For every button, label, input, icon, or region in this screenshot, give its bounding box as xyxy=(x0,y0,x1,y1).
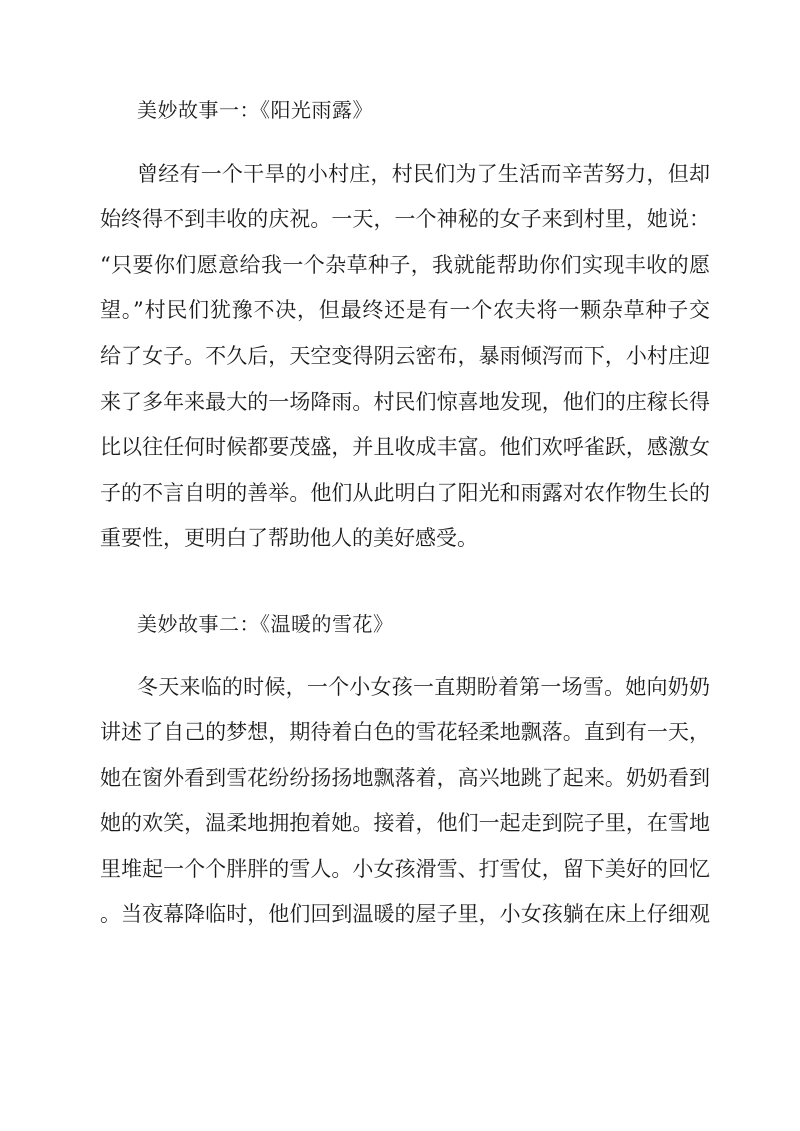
story2-heading: 美妙故事二：《温暖的雪花》 xyxy=(137,612,394,636)
story2-line: 里堆起一个个胖胖的雪人。小女孩滑雪、打雪仗，留下美好的回忆 xyxy=(100,857,710,881)
story1-line: 来了多年来最大的一场降雨。村民们惊喜地发现，他们的庄稼长得 xyxy=(100,390,710,414)
story1-line: 重要性，更明白了帮助他人的美好感受。 xyxy=(100,526,478,550)
story1-heading: 美妙故事一：《阳光雨露》 xyxy=(137,98,373,122)
story2-line: 她在窗外看到雪花纷纷扬扬地飘落着，高兴地跳了起来。奶奶看到 xyxy=(100,766,710,790)
story2-line: 讲述了自己的梦想，期待着白色的雪花轻柔地飘落。直到有一天， xyxy=(100,720,710,744)
story1-line: “只要你们愿意给我一个杂草种子，我就能帮助你们实现丰收的愿 xyxy=(100,253,710,277)
story1-line: 始终得不到丰收的庆祝。一天，一个神秘的女子来到村里，她说： xyxy=(100,207,710,231)
story1-line: 曾经有一个干旱的小村庄，村民们为了生活而辛苦努力，但却 xyxy=(137,162,710,186)
story2-line: 。当夜幕降临时，他们回到温暖的屋子里，小女孩躺在床上仔细观 xyxy=(100,902,710,926)
story1-line: 比以往任何时候都要茂盛，并且收成丰富。他们欢呼雀跃，感激女 xyxy=(100,435,710,459)
story2-line: 冬天来临的时候，一个小女孩一直期盼着第一场雪。她向奶奶 xyxy=(137,675,710,699)
story1-line: 望。”村民们犹豫不决，但最终还是有一个农夫将一颗杂草种子交 xyxy=(100,298,710,322)
story2-line: 她的欢笑，温柔地拥抱着她。接着，他们一起走到院子里，在雪地 xyxy=(100,811,710,835)
story1-line: 子的不言自明的善举。他们从此明白了阳光和雨露对农作物生长的 xyxy=(100,481,710,505)
story1-line: 给了女子。不久后，天空变得阴云密布，暴雨倾泻而下，小村庄迎 xyxy=(100,344,710,368)
